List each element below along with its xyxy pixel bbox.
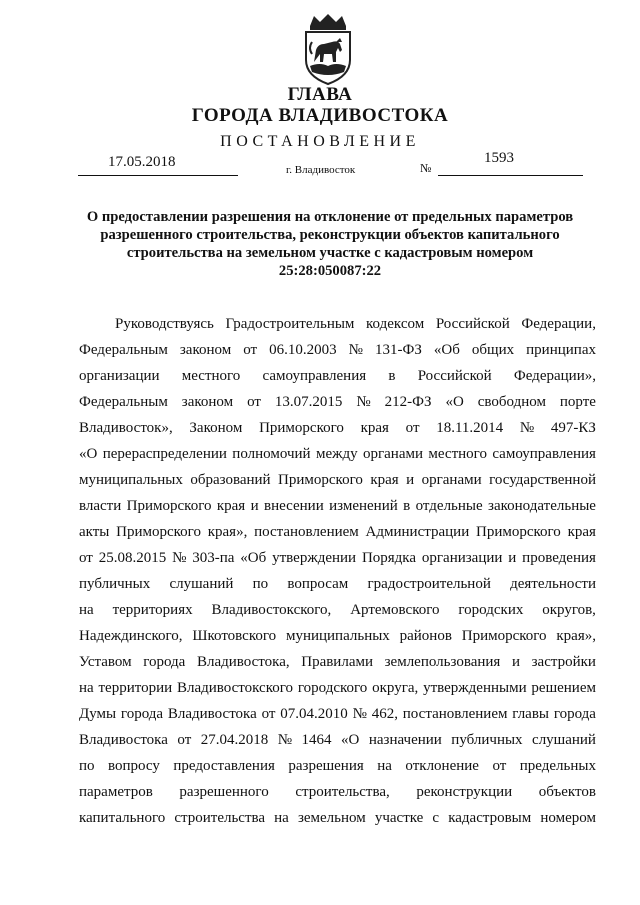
- body-word: публичных: [451, 732, 523, 748]
- body-word: от: [405, 420, 420, 436]
- body-word: в: [388, 368, 396, 384]
- number-sign: №: [420, 161, 432, 175]
- body-line: [79, 311, 596, 337]
- body-word: Федеральным: [79, 394, 168, 410]
- body-word: в: [403, 498, 411, 514]
- body-word: от: [177, 732, 192, 748]
- body-word: города: [553, 706, 596, 722]
- body-word: муниципальных: [285, 628, 390, 644]
- body-word: Руководствуясь: [115, 316, 214, 332]
- body-line: [79, 753, 596, 779]
- number-underline: [438, 175, 583, 176]
- body-word: номером: [540, 810, 596, 826]
- body-word: Порядка: [361, 550, 417, 566]
- body-line: [79, 805, 596, 831]
- body-word: от: [79, 550, 93, 566]
- body-word: организации: [79, 368, 160, 384]
- body-word: организации: [421, 550, 503, 566]
- body-line: [79, 701, 596, 727]
- body-word: утверждении: [272, 550, 357, 566]
- body-word: между: [315, 446, 358, 462]
- body-word: свободном: [477, 394, 546, 410]
- body-word: на: [274, 810, 289, 826]
- body-word: 06.10.2003: [269, 342, 337, 358]
- body-word: городских: [458, 602, 524, 618]
- body-line: [79, 363, 596, 389]
- document-title: [70, 208, 590, 280]
- body-word: 212-ФЗ: [384, 394, 432, 410]
- body-word: землепользования: [384, 654, 501, 670]
- body-word: градостроительной: [367, 576, 491, 592]
- body-word: кодексом: [366, 316, 425, 332]
- body-word: 462,: [371, 706, 398, 722]
- body-word: от: [247, 394, 261, 410]
- body-word: городского: [297, 680, 368, 696]
- body-word: Приморского: [461, 628, 547, 644]
- body-word: самоуправления: [492, 446, 596, 462]
- body-word: от: [261, 706, 276, 722]
- body-line: [79, 597, 596, 623]
- body-word: №: [519, 420, 535, 436]
- body-word: капитального: [79, 810, 166, 826]
- document-body: [79, 311, 596, 831]
- body-word: главы: [512, 706, 549, 722]
- body-word: законом: [181, 394, 234, 410]
- body-word: «О: [341, 732, 360, 748]
- body-word: 18.11.2014: [436, 420, 504, 436]
- document-city: г. Владивосток: [286, 164, 356, 176]
- body-line: [79, 571, 596, 597]
- body-word: Федеральным: [79, 342, 168, 358]
- body-line: [79, 519, 596, 545]
- city-coat-of-arms-icon: [296, 12, 360, 86]
- body-word: №: [356, 394, 371, 410]
- body-word: на: [377, 758, 392, 774]
- body-word: реконструкции: [416, 784, 513, 800]
- body-line: [79, 649, 596, 675]
- body-word: территориях: [112, 602, 193, 618]
- body-word: «О: [445, 394, 464, 410]
- body-word: параметров: [79, 784, 153, 800]
- body-word: Федерации»,: [513, 368, 596, 384]
- body-word: Владивостока,: [196, 654, 290, 670]
- body-word: от: [243, 342, 258, 358]
- body-word: государственной: [489, 472, 596, 488]
- body-line: [79, 779, 596, 805]
- body-word: Приморского: [259, 420, 344, 436]
- body-word: отклонение: [405, 758, 479, 774]
- body-word: постановлением: [254, 524, 359, 540]
- body-word: Шкотовского: [192, 628, 277, 644]
- document-number: 1593: [484, 150, 514, 166]
- document-date: 17.05.2018: [108, 154, 176, 170]
- body-word: края»,: [207, 524, 248, 540]
- body-word: Градостроительным: [225, 316, 355, 332]
- body-word: территории: [98, 680, 173, 696]
- document-type: ПОСТАНОВЛЕНИЕ: [220, 133, 420, 150]
- body-word: №: [172, 550, 187, 566]
- body-word: «Об: [433, 342, 460, 358]
- body-word: Уставом: [79, 654, 132, 670]
- body-word: Владивосток»,: [79, 420, 173, 436]
- body-word: вопросам: [287, 576, 349, 592]
- body-word: принципах: [526, 342, 596, 358]
- body-word: Владивостока: [167, 706, 257, 722]
- body-word: Думы: [79, 706, 117, 722]
- body-word: предоставления: [173, 758, 275, 774]
- body-line: [79, 467, 596, 493]
- body-word: на: [79, 680, 94, 696]
- body-word: 27.04.2018: [200, 732, 269, 748]
- body-word: края: [360, 420, 389, 436]
- header-title-line-1: ГЛАВА: [287, 84, 353, 105]
- body-word: края: [216, 498, 246, 514]
- body-word: Российской: [417, 368, 492, 384]
- body-word: Надеждинского,: [79, 628, 183, 644]
- body-line: [79, 441, 596, 467]
- body-word: округов,: [542, 602, 596, 618]
- body-word: разрешенного: [179, 784, 269, 800]
- body-word: Артемовского: [350, 602, 440, 618]
- body-word: 131-ФЗ: [375, 342, 422, 358]
- body-word: законом: [179, 342, 232, 358]
- body-word: и: [406, 472, 415, 488]
- body-word: самоуправления: [262, 368, 367, 384]
- body-word: края: [370, 472, 399, 488]
- body-word: публичных: [79, 576, 151, 592]
- body-word: образований: [190, 472, 271, 488]
- body-word: деятельности: [510, 576, 596, 592]
- body-word: участке: [374, 810, 424, 826]
- title-line: разрешенного строительства, реконструкции объектов капитального: [100, 227, 560, 243]
- body-word: слушаний: [532, 732, 596, 748]
- body-word: вопросу: [108, 758, 160, 774]
- body-word: кадастровым: [448, 810, 532, 826]
- body-word: назначении: [368, 732, 442, 748]
- body-word: предельных: [519, 758, 596, 774]
- body-word: Приморского: [278, 472, 363, 488]
- body-word: и: [511, 654, 520, 670]
- body-word: с: [432, 810, 440, 826]
- body-word: Правилами: [301, 654, 373, 670]
- body-word: Российской: [435, 316, 510, 332]
- body-word: №: [277, 732, 293, 748]
- body-word: законодательные: [488, 498, 596, 514]
- body-word: 13.07.2015: [274, 394, 343, 410]
- body-word: застройки: [531, 654, 596, 670]
- body-word: №: [348, 342, 363, 358]
- body-word: города: [143, 654, 186, 670]
- body-word: акты: [79, 524, 110, 540]
- body-line: [79, 545, 596, 571]
- body-word: на: [79, 602, 94, 618]
- title-line: строительства на земельном участке с кадастровым номером: [126, 245, 534, 261]
- body-word: строительства,: [295, 784, 390, 800]
- body-word: Федерации,: [521, 316, 596, 332]
- body-word: 25.08.2015: [98, 550, 167, 566]
- body-line: [79, 675, 596, 701]
- body-word: проведения: [522, 550, 596, 566]
- body-word: по: [79, 758, 95, 774]
- body-line: [79, 623, 596, 649]
- body-word: 497-КЗ: [550, 420, 596, 436]
- body-word: №: [352, 706, 367, 722]
- body-word: местного: [428, 446, 487, 462]
- header-title-line-2: ГОРОДА ВЛАДИВОСТОКА: [191, 105, 449, 126]
- date-underline: [78, 175, 238, 176]
- body-word: объектов: [538, 784, 596, 800]
- body-line: [79, 337, 596, 363]
- body-word: местного: [181, 368, 241, 384]
- body-line: [79, 389, 596, 415]
- body-word: районов: [399, 628, 452, 644]
- body-word: порте: [559, 394, 596, 410]
- body-word: Администрации: [365, 524, 470, 540]
- body-line: [79, 415, 596, 441]
- body-word: муниципальных: [79, 472, 183, 488]
- body-word: слушаний: [169, 576, 234, 592]
- body-word: Владивостокского: [176, 680, 294, 696]
- body-word: отдельные: [415, 498, 483, 514]
- body-word: строительства: [174, 810, 266, 826]
- body-word: Владивостокского,: [211, 602, 332, 618]
- body-word: органами: [363, 446, 424, 462]
- body-word: органами: [421, 472, 482, 488]
- body-word: общих: [471, 342, 515, 358]
- body-word: «О: [79, 446, 98, 462]
- body-word: изменений: [329, 498, 398, 514]
- body-word: края: [567, 524, 596, 540]
- body-word: решением: [531, 680, 596, 696]
- body-word: Приморского: [116, 524, 201, 540]
- body-word: Приморского: [126, 498, 212, 514]
- body-word: и: [250, 498, 259, 514]
- body-word: Приморского: [475, 524, 561, 540]
- title-line: О предоставлении разрешения на отклонение от предельных параметров: [86, 209, 574, 225]
- body-word: 07.04.2010: [280, 706, 348, 722]
- body-word: по: [252, 576, 269, 592]
- body-word: «Об: [240, 550, 267, 566]
- body-word: 303-па: [192, 550, 235, 566]
- body-word: полномочий: [232, 446, 311, 462]
- body-word: Владивостока: [79, 732, 168, 748]
- title-line: 25:28:050087:22: [278, 263, 382, 279]
- body-word: внесении: [264, 498, 324, 514]
- body-word: разрешения: [288, 758, 364, 774]
- body-word: власти: [79, 498, 122, 514]
- body-line: [79, 493, 596, 519]
- body-word: края»,: [556, 628, 596, 644]
- body-word: от: [492, 758, 507, 774]
- body-word: города: [120, 706, 164, 722]
- body-word: постановлением: [402, 706, 508, 722]
- body-word: утвержденными: [423, 680, 527, 696]
- body-line: [79, 727, 596, 753]
- body-word: Законом: [189, 420, 243, 436]
- body-word: и: [508, 550, 517, 566]
- body-word: перераспределении: [102, 446, 227, 462]
- body-word: земельном: [297, 810, 366, 826]
- body-word: 1464: [301, 732, 332, 748]
- body-word: округа,: [372, 680, 419, 696]
